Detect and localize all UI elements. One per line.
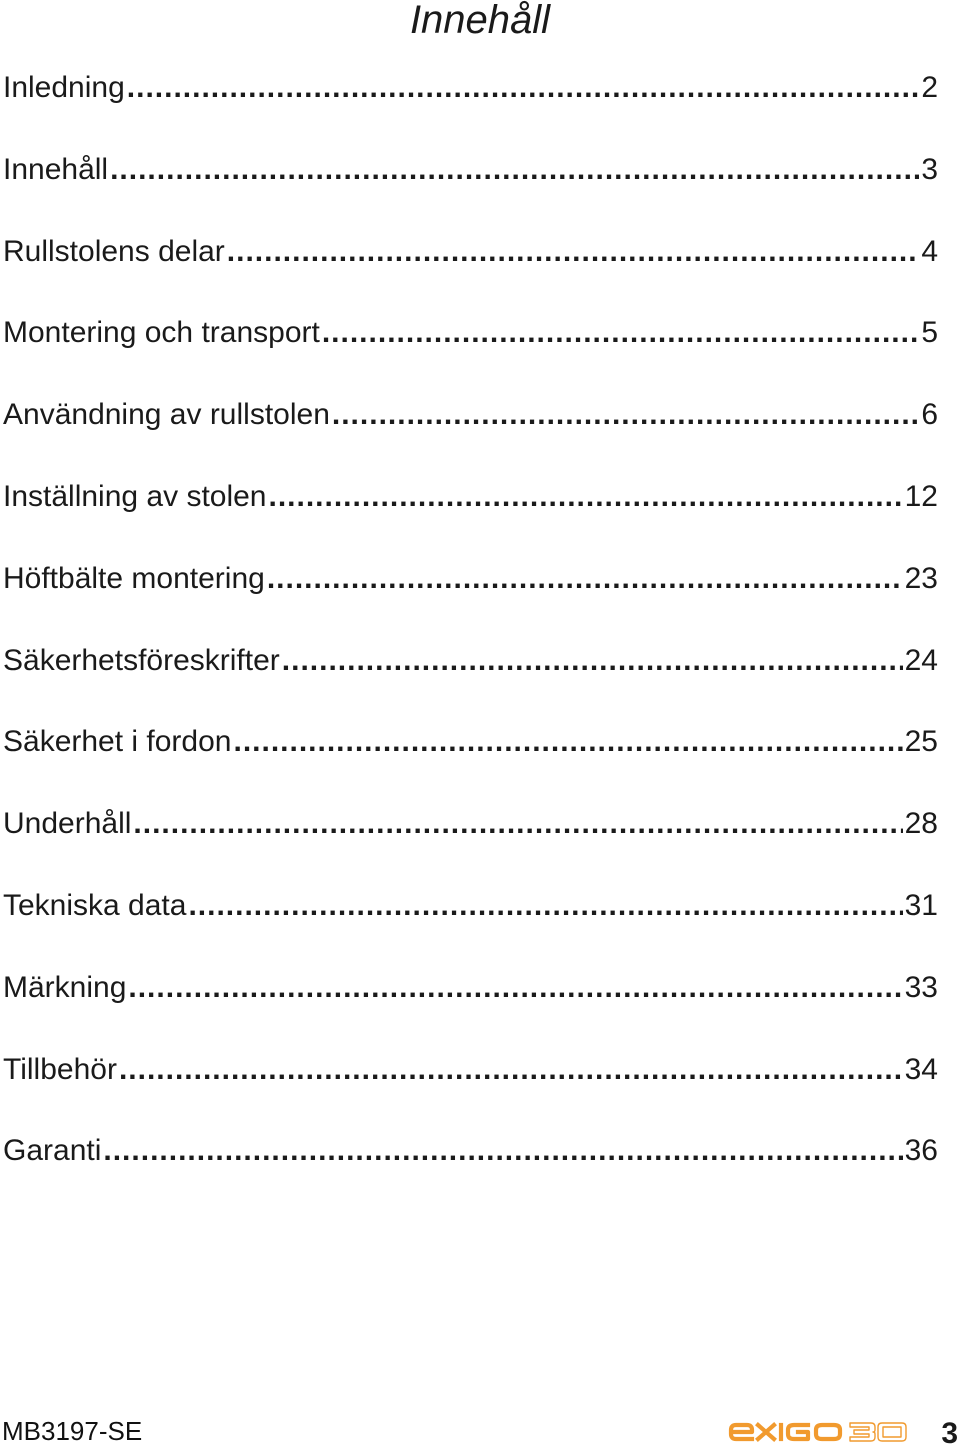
document-code: MB3197-SE bbox=[2, 1416, 143, 1446]
toc-entry[interactable] bbox=[3, 802, 938, 884]
toc-entry-page: 33 bbox=[904, 970, 938, 1004]
toc-entry[interactable] bbox=[3, 557, 938, 639]
toc-entry-label: Rullstolens delar bbox=[3, 234, 225, 268]
toc-entry-page: 5 bbox=[921, 316, 938, 350]
toc-entry-label: Inställning av stolen bbox=[3, 479, 267, 513]
toc-entry-page: 36 bbox=[904, 1134, 938, 1168]
toc-entry-label: Tekniska data bbox=[3, 888, 187, 922]
toc-leader-dots bbox=[282, 639, 903, 683]
toc-entry[interactable] bbox=[3, 230, 938, 312]
toc-entry-label: Montering och transport bbox=[3, 316, 320, 350]
toc-leader-dots bbox=[267, 557, 903, 601]
toc-entry-page: 12 bbox=[904, 479, 938, 513]
toc-entry[interactable] bbox=[3, 475, 938, 557]
toc-entry[interactable] bbox=[3, 393, 938, 475]
toc-entry[interactable] bbox=[3, 639, 938, 721]
toc-entry-page: 6 bbox=[921, 398, 938, 432]
toc-leader-dots bbox=[227, 230, 920, 274]
toc-entry[interactable] bbox=[3, 1048, 938, 1130]
toc-leader-dots bbox=[233, 720, 902, 764]
toc-leader-dots bbox=[133, 802, 902, 846]
toc-entry-page: 31 bbox=[904, 888, 938, 922]
toc-leader-dots bbox=[332, 393, 919, 437]
toc-entry[interactable] bbox=[3, 884, 938, 966]
toc-entry-label: Märkning bbox=[3, 970, 127, 1004]
toc-entry-page: 3 bbox=[921, 152, 938, 186]
toc-leader-dots bbox=[269, 475, 903, 519]
toc-entry-label: Innehåll bbox=[3, 152, 109, 186]
toc-entry-page: 25 bbox=[904, 725, 938, 759]
toc-entry-label: Säkerhet i fordon bbox=[3, 725, 232, 759]
toc-entry-page: 24 bbox=[904, 643, 938, 677]
toc-entry[interactable] bbox=[3, 966, 938, 1048]
page-number: 3 bbox=[941, 1417, 958, 1450]
table-of-contents bbox=[3, 66, 938, 1211]
toc-entry-page: 23 bbox=[904, 561, 938, 595]
toc-leader-dots bbox=[322, 311, 919, 355]
toc-entry-page: 34 bbox=[904, 1052, 938, 1086]
toc-entry-label: Inledning bbox=[3, 71, 125, 104]
toc-entry[interactable] bbox=[3, 66, 938, 148]
toc-leader-dots bbox=[103, 1129, 902, 1173]
toc-entry[interactable] bbox=[3, 720, 938, 802]
exigo-30-logo bbox=[728, 1417, 908, 1447]
toc-entry-label: Tillbehör bbox=[3, 1052, 117, 1086]
toc-entry[interactable] bbox=[3, 1129, 938, 1211]
toc-entry-page: 2 bbox=[921, 71, 938, 104]
toc-entry[interactable] bbox=[3, 311, 938, 393]
toc-leader-dots bbox=[188, 884, 902, 928]
toc-entry-label: Användning av rullstolen bbox=[3, 398, 330, 432]
toc-entry-label: Garanti bbox=[3, 1134, 102, 1168]
toc-entry-label: Säkerhetsföreskrifter bbox=[3, 643, 280, 677]
toc-entry-label: Underhåll bbox=[3, 807, 132, 841]
toc-entry[interactable] bbox=[3, 148, 938, 230]
toc-leader-dots bbox=[119, 1048, 903, 1092]
toc-entry-page: 4 bbox=[921, 234, 938, 268]
toc-entry-label: Höftbälte montering bbox=[3, 561, 265, 595]
page-title: Innehåll bbox=[409, 0, 551, 42]
toc-entry-page: 28 bbox=[904, 807, 938, 841]
toc-leader-dots bbox=[127, 66, 920, 110]
toc-leader-dots bbox=[110, 148, 919, 192]
toc-leader-dots bbox=[128, 966, 902, 1010]
